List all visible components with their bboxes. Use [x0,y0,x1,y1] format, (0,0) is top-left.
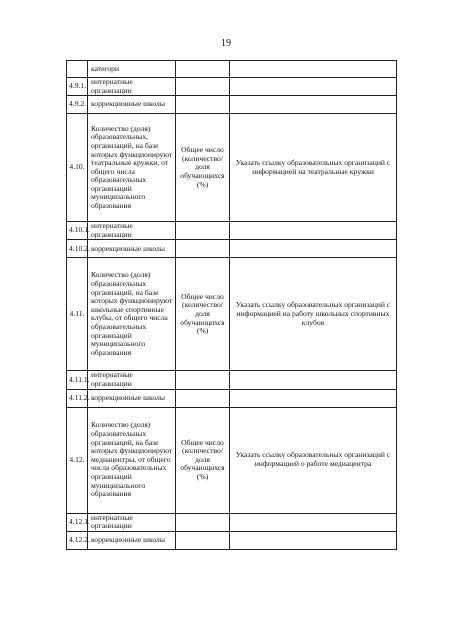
row-description: коррекционные школы [88,240,176,258]
row-description: интернатные организации [88,78,176,96]
row-note [230,513,397,531]
table-row [67,513,397,531]
row-number [67,61,88,78]
row-number: 4.9.1. [67,78,88,96]
row-number: 4.12. [67,407,88,513]
row-description: коррекционные школы [88,389,176,407]
row-note: Указать ссылку образовательных организаций с информацией на театральные кружки [230,114,397,222]
row-description: Количество (доля) образовательных, организаций, на базе которых функционируют театральные кружки, от общего числа образовательных организаций муниципального образования [88,114,176,222]
row-unit [176,96,230,114]
row-unit: Общее число (количество/ доля обучающихся (%) [176,407,230,513]
row-description: Количество (доля) образовательных организаций, на базе которых функционируют медиацентры, от общего числа образовательных организаций муниципального образования [88,407,176,513]
row-unit [176,513,230,531]
table-row [67,531,397,549]
row-note [230,78,397,96]
row-note: Указать ссылку образовательных организаций с информацией на работу школьных спортивных клубов [230,258,397,371]
row-number: 4.10. [67,114,88,222]
page-number: 19 [221,38,231,49]
row-description: Количество (доля) образовательных организаций, на базе которых функционируют школьные спортивные клубы, от общего числа образовательных организаций муниципального образования [88,258,176,371]
table-row [67,407,397,513]
row-unit [176,531,230,549]
row-number: 4.12.1. [67,513,88,531]
row-note [230,531,397,549]
row-number: 4.10.1. [67,222,88,240]
row-number: 4.11.1. [67,371,88,389]
row-note [230,61,397,78]
row-description: коррекционные школы [88,531,176,549]
row-note [230,96,397,114]
row-description: интернатные организации [88,371,176,389]
row-number: 4.10.2. [67,240,88,258]
row-note [230,371,397,389]
row-description: интернатные организации [88,222,176,240]
table-row [67,240,397,258]
row-unit [176,371,230,389]
table-row [67,389,397,407]
indicators-table [66,60,397,550]
row-note [230,389,397,407]
row-unit [176,389,230,407]
row-note [230,240,397,258]
table-row [67,114,397,222]
table-row [67,371,397,389]
row-description: коррекционные школы [88,96,176,114]
row-unit [176,78,230,96]
row-number: 4.11. [67,258,88,371]
table-row [67,96,397,114]
row-description: категори [88,61,176,78]
row-unit [176,240,230,258]
row-unit: Общее число (количество/ доля обучающихся (%) [176,114,230,222]
table-row [67,61,397,78]
row-note: Указать ссылку образовательных организаций с информацией о работе медиацентра [230,407,397,513]
table-row [67,258,397,371]
row-number: 4.9.2. [67,96,88,114]
row-number: 4.11.2. [67,389,88,407]
row-unit: Общее число (количество/ доля обучающихся (%) [176,258,230,371]
table-row [67,78,397,96]
table-row [67,222,397,240]
row-number: 4.12.2. [67,531,88,549]
row-note [230,222,397,240]
row-description: интернатные организации [88,513,176,531]
row-unit [176,222,230,240]
row-unit [176,61,230,78]
